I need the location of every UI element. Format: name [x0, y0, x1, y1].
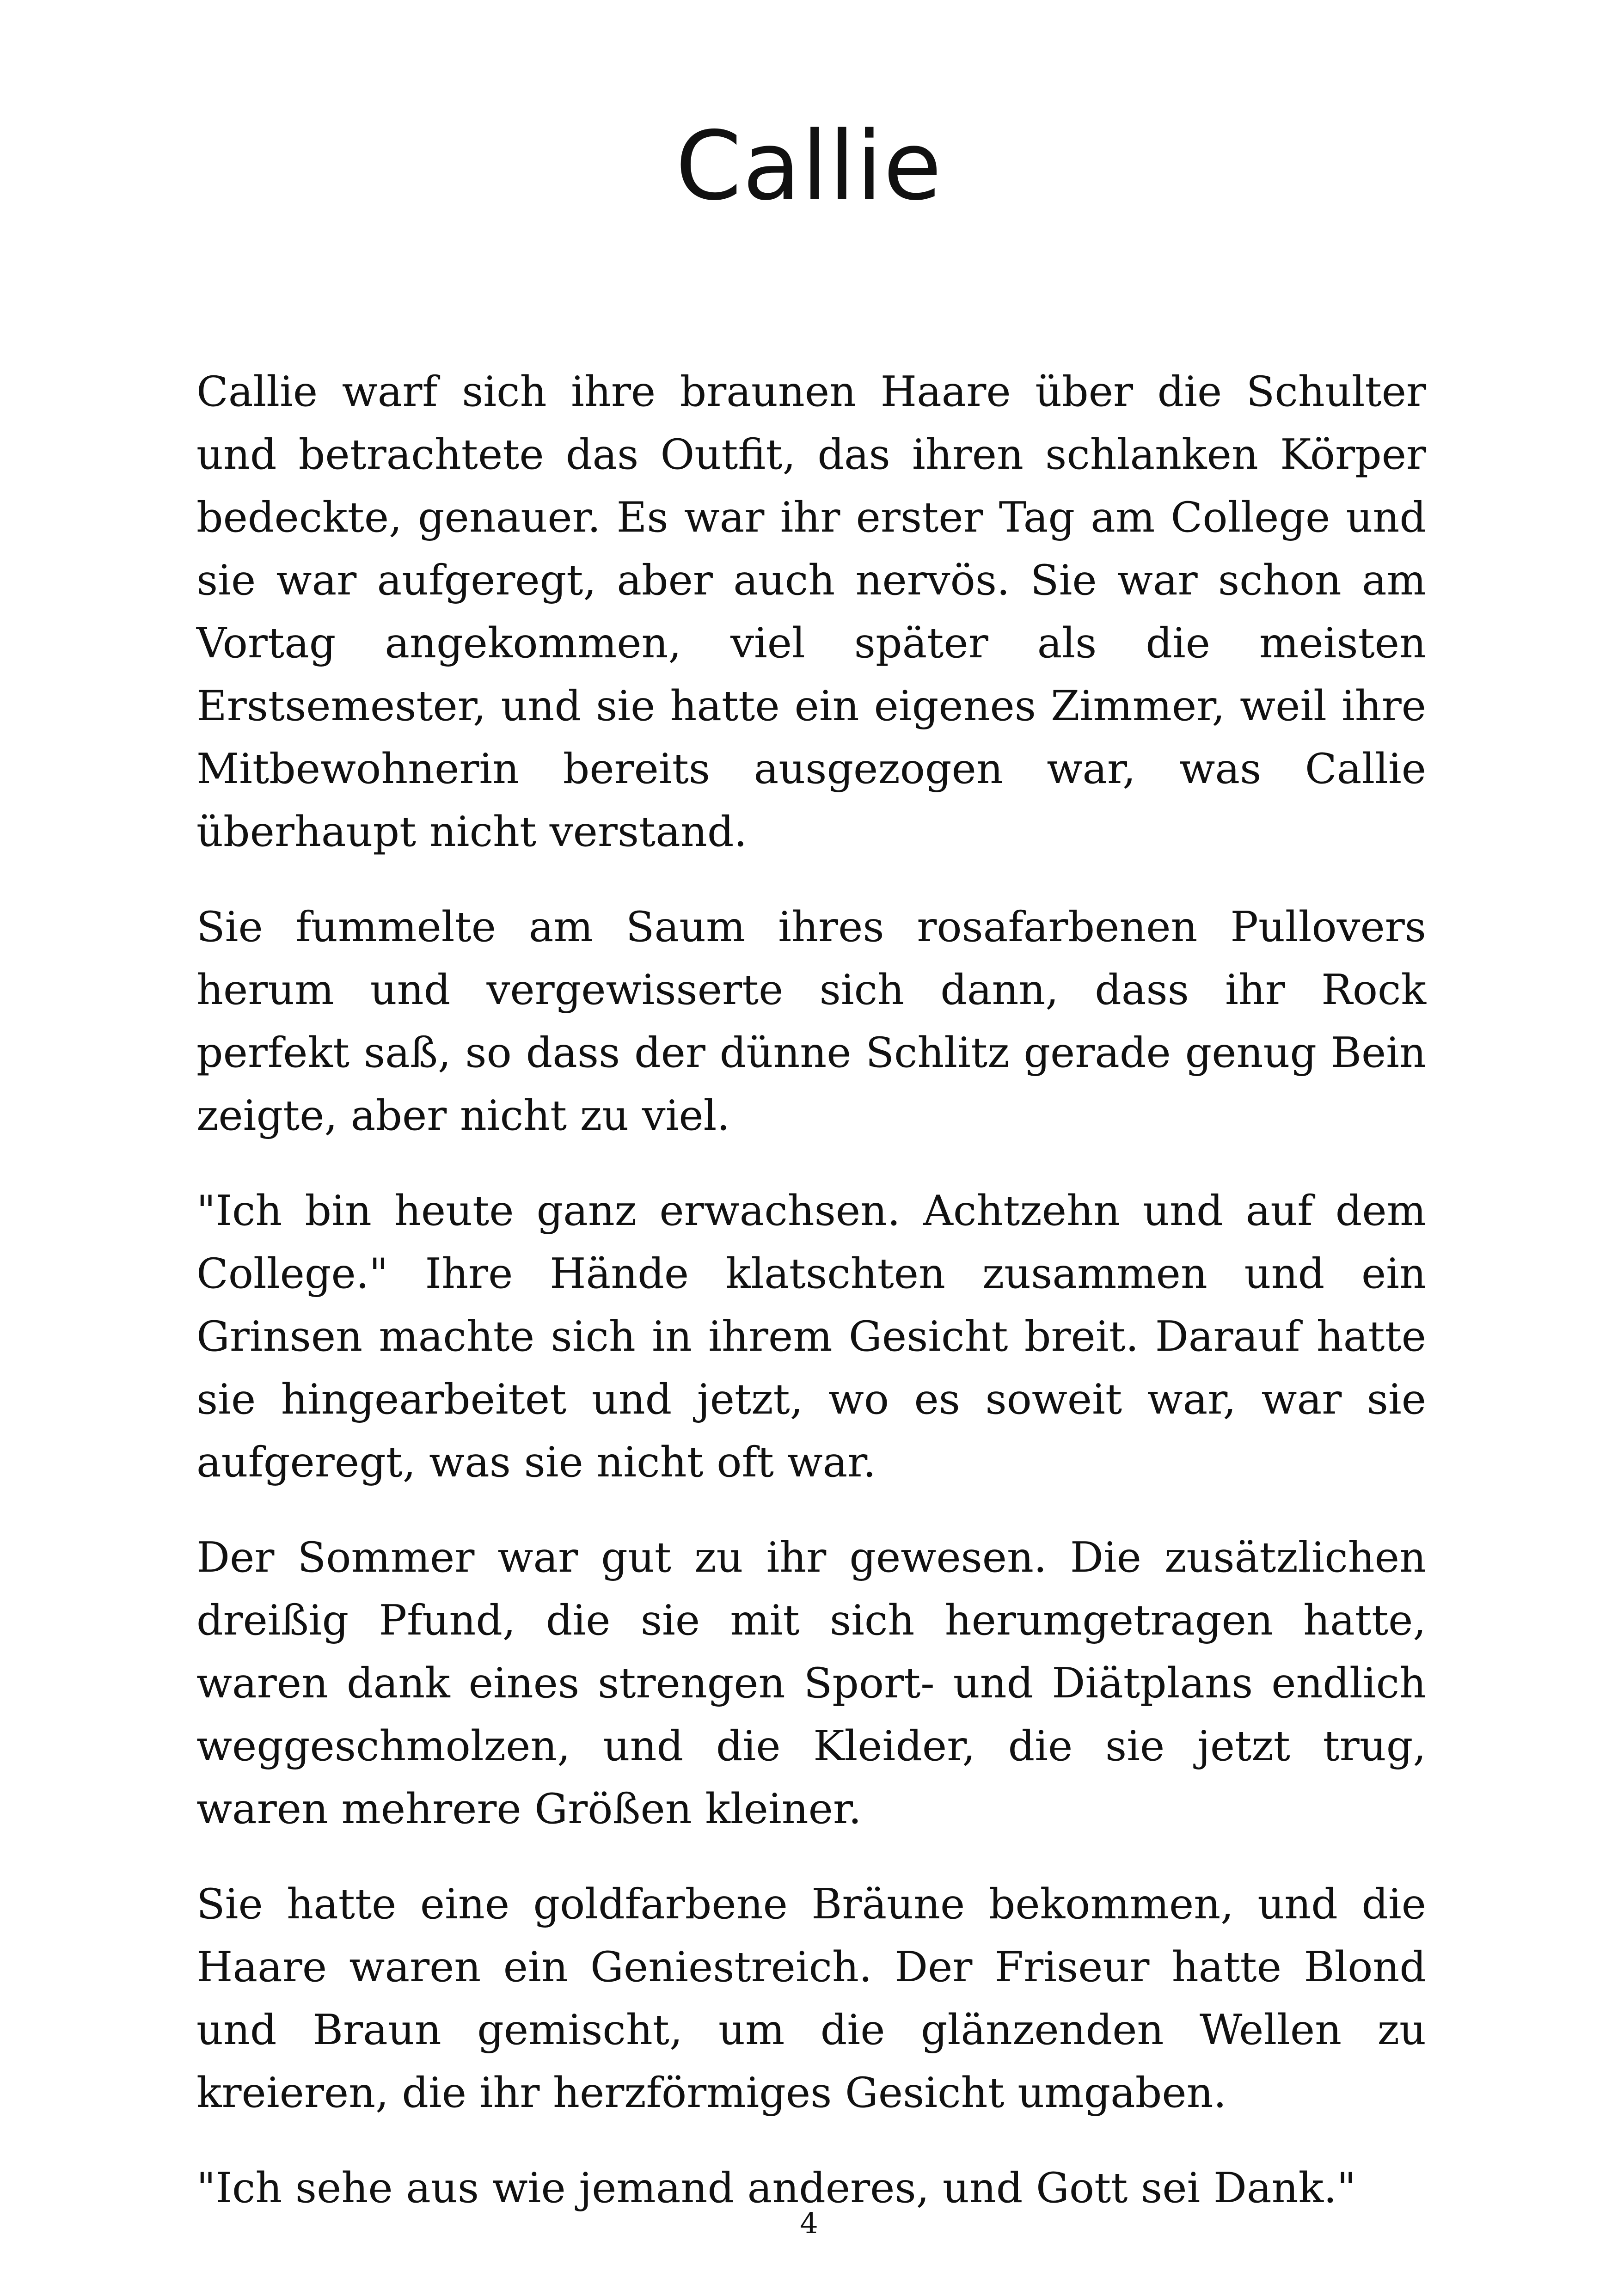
chapter-body — [196, 361, 1426, 2252]
paragraph: Sie hatte eine goldfarbene Bräune bekommen, und die Haare waren ein Geniestreich. Der Friseur hatte Blond und Braun gemischt, um die glänzenden Wellen zu kreieren, die ihr herzförmiges Gesicht umgaben. — [196, 1880, 1426, 2117]
paragraph: Der Sommer war gut zu ihr gewesen. Die zusätzlichen dreißig Pfund, die sie mit sich herumgetragen hatte, waren dank eines strengen Sport- und Diätplans endlich weggeschmolzen, und die Kleider, die sie jetzt trug, waren mehrere Größen kleiner. — [196, 1533, 1426, 1833]
page-number: 4 — [800, 2206, 818, 2240]
paragraph: "Ich bin heute ganz erwachsen. Achtzehn und auf dem College." Ihre Hände klatschten zusammen und ein Grinsen machte sich in ihrem Gesicht breit. Darauf hatte sie hingearbeitet und jetzt, wo es soweit war, war sie aufgeregt, was sie nicht oft war. — [196, 1187, 1426, 1487]
paragraph: Sie fummelte am Saum ihres rosafarbenen Pullovers herum und vergewisserte sich dann, dass ihr Rock perfekt saß, so dass der dünne Schlitz gerade genug Bein zeigte, aber nicht zu viel. — [196, 903, 1426, 1140]
paragraph: "Ich sehe aus wie jemand anderes, und Gott sei Dank." — [196, 2164, 1356, 2212]
paragraph: Callie warf sich ihre braunen Haare über die Schulter und betrachtete das Outfit, das ihren schlanken Körper bedeckte, genauer. Es war ihr erster Tag am College und sie war aufgeregt, aber auch nervös. Sie war schon am Vortag angekommen, viel später als die meisten Erstsemester, und sie hatte ein eigenes Zimmer, weil ihre Mitbewohnerin bereits ausgezogen war, was Callie überhaupt nicht verstand. — [196, 367, 1426, 856]
chapter-title: Callie — [675, 111, 943, 221]
